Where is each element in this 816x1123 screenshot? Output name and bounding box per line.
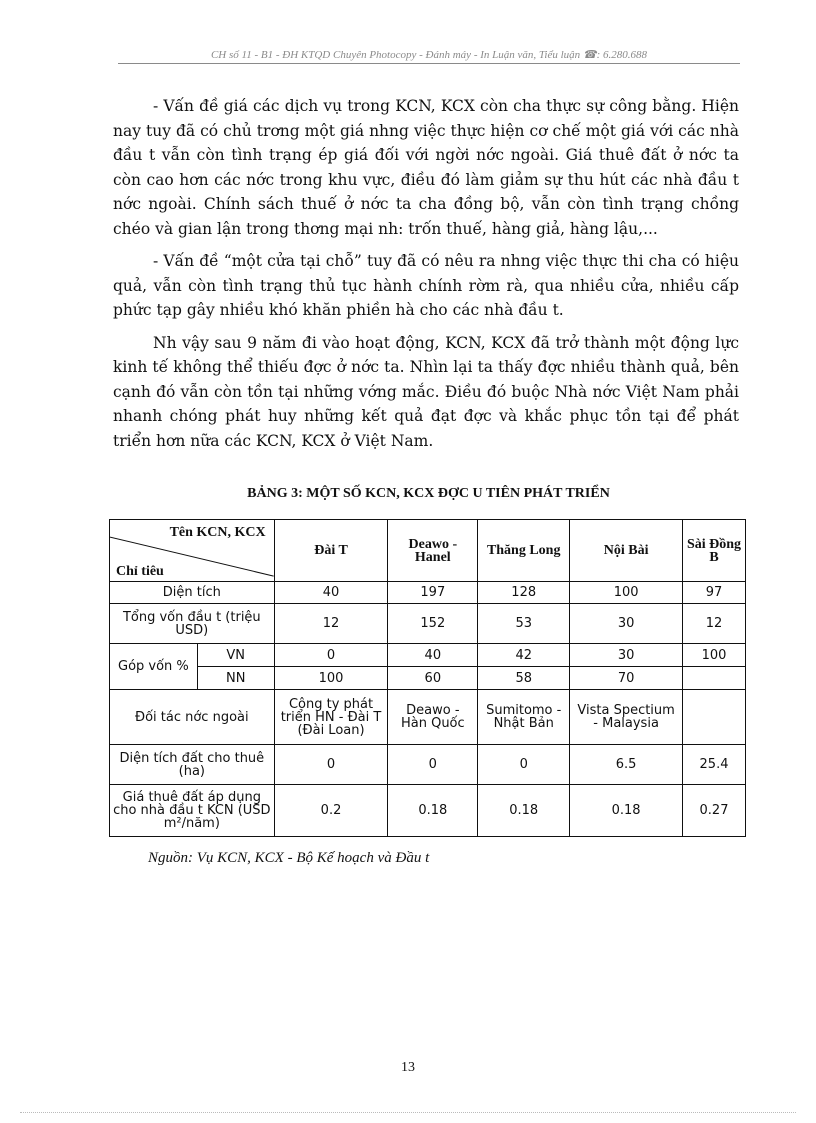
table-cell: 60 [388,667,478,690]
table-cell: 0 [274,644,388,667]
row-label: Tổng vốn đầu t (triệu USD) [110,604,275,644]
table-cell: 197 [388,582,478,604]
table-cell: 0.18 [570,785,683,837]
table-cell: 0.2 [274,785,388,837]
table-cell: 0.18 [388,785,478,837]
table-cell: 12 [274,604,388,644]
row-label: Diện tích [110,582,275,604]
table-cell: 0 [388,745,478,785]
page-header: CH số 11 - B1 - ĐH KTQD Chuyên Photocopy - Đánh máy - In Luận văn, Tiểu luận ☎: 6.280.688 [118,48,740,64]
paragraph: - Vấn đề “một cửa tại chỗ” tuy đã có nêu ra nhng việc thực thi cha có hiệu quả, vẫn còn tình trạng thủ tục hành chính rờm rà, qua nhiều cửa, nhiều cấp phức tạp gây nhiều khó khăn phiền hà cho các nhà đầu t. [113,252,739,319]
table-cell: 100 [274,667,388,690]
table-cell: 30 [570,604,683,644]
table-cell: Công ty phát triển HN - Đài T (Đài Loan) [274,690,388,745]
table-row [110,582,746,604]
footer-divider [20,1112,796,1113]
row-label: Diện tích đất cho thuê (ha) [110,745,275,785]
table-cell: 40 [274,582,388,604]
row-label: Đối tác nớc ngoài [110,690,275,745]
row-sublabel: VN [197,644,274,667]
table-row [110,644,746,667]
corner-top-label: Tên KCN, KCX [169,525,266,540]
table-cell: Sumitomo - Nhật Bản [478,690,570,745]
table-cell: 58 [478,667,570,690]
table-title: BẢNG 3: MỘT SỐ KCN, KCX ĐỢC U TIÊN PHÁT TRIỂN [247,486,610,501]
table-cell: Deawo - Hàn Quốc [388,690,478,745]
table-cell: 97 [683,582,746,604]
table-cell: 0.18 [478,785,570,837]
table-cell: 0.27 [683,785,746,837]
table-row [110,690,746,745]
column-header: Deawo - Hanel [388,520,478,582]
table-cell: 128 [478,582,570,604]
table-cell: 30 [570,644,683,667]
table-row [110,745,746,785]
table-row [110,604,746,644]
table-header-row [110,520,746,582]
table-cell: 0 [478,745,570,785]
table-cell: Vista Spectium - Malaysia [570,690,683,745]
table-cell [683,667,746,690]
table-cell: 0 [274,745,388,785]
table-cell: 70 [570,667,683,690]
table-row [110,667,746,690]
body-text [113,94,739,461]
table-cell: 100 [570,582,683,604]
table-cell: 152 [388,604,478,644]
row-sublabel: NN [197,667,274,690]
table-cell: 53 [478,604,570,644]
table-cell: 100 [683,644,746,667]
table-cell: 6.5 [570,745,683,785]
paragraph: - Vấn đề giá các dịch vụ trong KCN, KCX còn cha thực sự công bằng. Hiện nay tuy đã có chủ trơng một giá nhng việc thực hiện cơ chế một giá với các nhà đầu t vẫn còn tình trạng ép giá đối với ngời nớc ngoài. Giá thuê đất ở nớc ta còn cao hơn các nớc trong khu vực, điều đó làm giảm sự thu hút các nhà đầu t nớc ngoài. Chính sách thuế ở nớc ta cha đồng bộ, vẫn còn tình trạng chồng chéo và gian lận trong thơng mại nh: trốn thuế, hàng giả, hàng lậu,... [113,97,739,238]
corner-bottom-label: Chỉ tiêu [116,564,164,579]
row-label: Góp vốn % [110,644,198,690]
page-number: 13 [401,1060,415,1075]
kcn-table [109,519,746,837]
table-cell [683,690,746,745]
row-label: Giá thuê đất áp dụng cho nhà đầu t KCN (USD m²/năm) [110,785,275,837]
table-cell: 42 [478,644,570,667]
table-row [110,785,746,837]
column-header: Thăng Long [478,520,570,582]
column-header: Sài Đồng B [683,520,746,582]
source-note: Nguồn: Vụ KCN, KCX - Bộ Kế hoạch và Đầu t [148,850,430,866]
table-cell: 40 [388,644,478,667]
table-corner-cell [110,520,275,582]
paragraph: Nh vậy sau 9 năm đi vào hoạt động, KCN, KCX đã trở thành một động lực kinh tế không thể thiếu đợc ở nớc ta. Nhìn lại ta thấy đợc nhiều thành quả, bên cạnh đó vẫn còn tồn tại những vớng mắc. Điều đó buộc Nhà nớc Việt Nam phải nhanh chóng phát huy những kết quả đạt đợc và khắc phục tồn tại để phát triển hơn nữa các KCN, KCX ở Việt Nam. [113,333,739,450]
table-cell: 12 [683,604,746,644]
column-header: Đài T [274,520,388,582]
column-header: Nội Bài [570,520,683,582]
table-cell: 25.4 [683,745,746,785]
